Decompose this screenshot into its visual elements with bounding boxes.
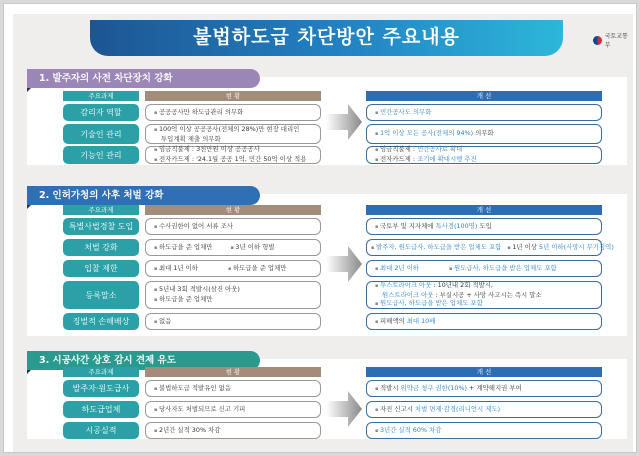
current-worker-management: ▪ 임금직불제 : 3천만원 이상 공공공사 ▪ 전자카드제 : '24.1월 공공 1억, 민간 50억 이상 적용: [145, 146, 321, 164]
improvement-construction-record: ▪ 3년간 실적 60% 차감: [366, 422, 602, 439]
task-special-judicial-police: 특별사법경찰 도입: [63, 218, 139, 235]
section-1: [27, 73, 627, 165]
section-1-title: 1. 발주자의 사전 차단장치 강화: [27, 69, 260, 88]
task-engineer-management: 기술인 관리: [63, 124, 139, 144]
document-frame: [3, 3, 637, 453]
task-column-header: 주요과제: [63, 91, 139, 101]
improvement-bid-restriction: ▪ 최대 2년 이하 ▪ 원도급사, 하도급을 받은 업체도 포함: [366, 260, 602, 277]
task-supervisor-role: 감리자 역할: [63, 104, 139, 121]
current-subcontractor: ▪ 당사자도 처벌되므로 신고 기피: [145, 401, 321, 418]
current-construction-record: ▪ 2년간 실적 30% 차감: [145, 422, 321, 439]
current-registration-cancel: ▪ 5년내 3회 적발시(삼진 아웃) ▪ 하도급을 준 업체만: [145, 281, 321, 309]
improvement-worker-management: ▪ 임금직불제 : 민간공사로 확대 ▪ 전자카드제 : 조기에 확대시행 추진: [366, 146, 602, 164]
current-stronger-penalties: ▪ 하도급을 준 업체만 ▪ 3년 이하 형벌: [145, 239, 321, 256]
ministry-name: 국토교통부: [604, 33, 628, 49]
improvement-special-judicial-police: ▪ 국토부 및 지자체에 특사경(100명) 도입: [366, 218, 602, 235]
ministry-logo: [593, 31, 633, 49]
improvement-punitive-damages: ▪ 피해액의 최대 10배: [366, 313, 602, 330]
task-subcontractor: 하도급업체: [63, 401, 139, 418]
section-3: [27, 355, 627, 439]
task-column-header: 주요과제: [63, 205, 139, 215]
infographic-sheet: [13, 14, 633, 452]
section-2: [27, 190, 627, 336]
current-special-judicial-police: ▪ 수사권한이 없어 서류 조사: [145, 218, 321, 235]
improvement-registration-cancel: ▪ 투스트라이크 아웃 : 10년내 2회 적발시, 원스트라이크 아웃 : 부실시공 + 사망 사고시는 즉시 말소 ▪ 원도급사, 하도급을 받은 업체도 포함: [366, 281, 602, 309]
improvement-supervisor-role: ▪ 민간공사도 의무화: [366, 104, 602, 121]
current-supervisor-role: ▪ 공공공사만 하도급관리 의무화: [145, 104, 321, 121]
improvement-column-header: 개 선: [366, 91, 602, 101]
task-construction-record: 시공실적: [63, 422, 139, 439]
current-column-header: 현 황: [145, 91, 321, 101]
improvement-column-header: 개 선: [366, 367, 602, 377]
taegeuk-logo-icon: [593, 36, 602, 45]
current-column-header: 현 황: [145, 205, 321, 215]
arrow-right-icon: [326, 389, 362, 429]
improvement-subcontractor: ▪ 자진 신고시 처벌 면제·감경(리니언시 제도): [366, 401, 602, 418]
improvement-stronger-penalties: ▪ 발주자, 원도급사, 하도급을 받은 업체도 포함 ▪ 1년 이상 5년 이하(사망시 무기징역): [366, 239, 602, 256]
task-stronger-penalties: 처벌 강화: [63, 239, 139, 256]
task-client-prime-contractor: 발주자·원도급사: [63, 380, 139, 397]
task-column-header: 주요과제: [63, 367, 139, 377]
improvement-engineer-management: ▪ 1억 이상 모든 공사(전체의 94%) 의무화: [366, 124, 602, 144]
arrow-right-icon: [326, 102, 362, 142]
arrow-right-icon: [326, 244, 362, 284]
improvement-column-header: 개 선: [366, 205, 602, 215]
task-punitive-damages: 징벌적 손해배상: [63, 313, 139, 330]
section-2-title: 2. 인허가청의 사후 처벌 강화: [27, 186, 260, 205]
current-engineer-management: ▪ 100억 이상 공공공사(전체의 28%)만 현장 대리인 투입계획 제출 의무화: [145, 124, 321, 144]
improvement-client-prime-contractor: ▪ 적발시 위약금 청구 권한(10%) + 계약해지권 부여: [366, 380, 602, 397]
task-worker-management: 기능인 관리: [63, 146, 139, 164]
current-client-prime-contractor: ▪ 불법하도급 적발유인 없음: [145, 380, 321, 397]
current-bid-restriction: ▪ 최대 1년 이하 ▪ 하도급을 준 업체만: [145, 260, 321, 277]
task-bid-restriction: 입찰 제한: [63, 260, 139, 277]
current-column-header: 현 황: [145, 367, 321, 377]
task-registration-cancel: 등록말소: [63, 281, 139, 309]
page-title: 불법하도급 차단방안 주요내용: [90, 20, 563, 56]
current-punitive-damages: ▪ 없음: [145, 313, 321, 330]
section-3-title: 3. 시공사간 상호 감시 견제 유도: [27, 351, 260, 370]
